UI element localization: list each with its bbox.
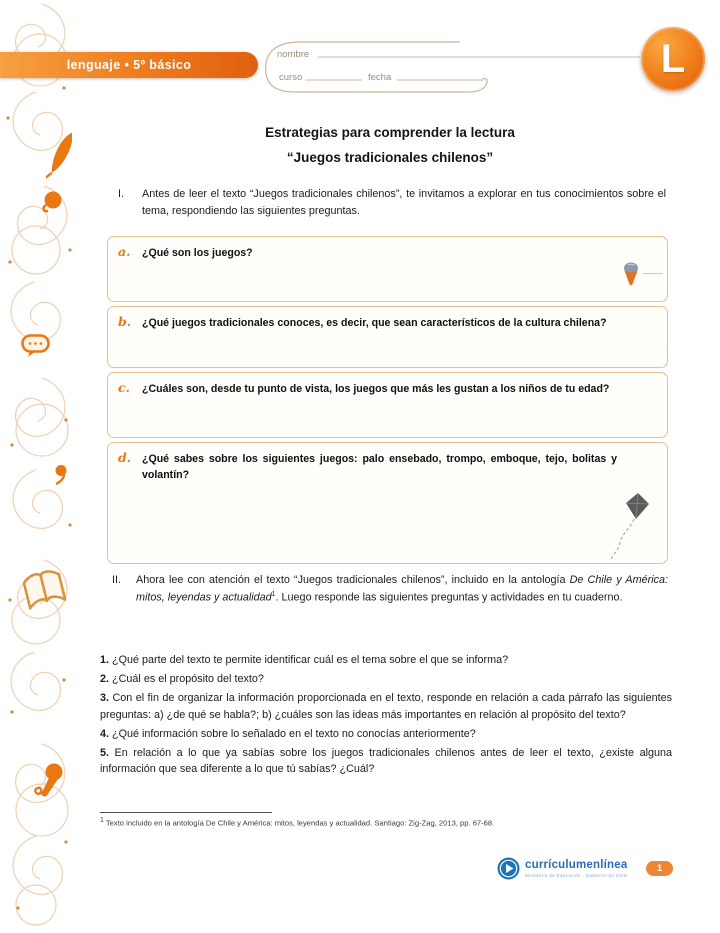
answer-box-d[interactable] bbox=[107, 442, 668, 564]
footnote-rule bbox=[100, 812, 272, 813]
language-logo-letter: L bbox=[660, 37, 686, 81]
footnote-reference: 1 bbox=[271, 591, 276, 599]
footnote bbox=[100, 812, 672, 829]
curriculum-tagline: Ministerio de Educación · Gobierno de Chile bbox=[525, 872, 628, 878]
page-title bbox=[100, 121, 680, 171]
curriculum-logo-text bbox=[525, 860, 628, 878]
question-3-text: Con el fin de organizar la información proporcionada en el texto, responde en relación a cada párrafo las siguientes preguntas: a) ¿de qué se habla?; b) ¿cuáles son las ideas más importantes en relación al propósito del texto? bbox=[100, 692, 672, 721]
feather-icon bbox=[46, 128, 72, 184]
speech-bubble-icon bbox=[20, 333, 52, 359]
subject-banner-label: lenguaje • 5º básico bbox=[66, 58, 192, 72]
trompo-dash bbox=[643, 273, 663, 274]
section-1 bbox=[118, 186, 666, 221]
footnote-marker: 1 bbox=[100, 817, 104, 824]
course-field-label: curso bbox=[279, 72, 303, 83]
page-number: 1 bbox=[656, 863, 663, 874]
numbered-question-4 bbox=[100, 726, 672, 742]
ink-drop-icon bbox=[40, 190, 64, 214]
trompo-icon bbox=[621, 261, 641, 289]
question-d-text: ¿Qué sabes sobre los siguientes juegos: palo ensebado, trompo, emboque, tejo, bolitas y volantín? bbox=[142, 453, 617, 481]
question-c-label: c. bbox=[118, 380, 130, 395]
numbered-question-list bbox=[100, 652, 672, 780]
question-5-number: 5. bbox=[100, 746, 110, 759]
question-boxes bbox=[107, 236, 668, 568]
microphone-icon bbox=[30, 760, 66, 804]
page-title-line2: “Juegos tradicionales chilenos” bbox=[286, 149, 494, 165]
question-d-label: d. bbox=[118, 450, 132, 465]
section-1-text: Antes de leer el texto “Juegos tradicionales chilenos”, te invitamos a explorar en tus conocimientos sobre el tema, respondiendo las siguientes preguntas. bbox=[142, 188, 666, 218]
question-c-text: ¿Cuáles son, desde tu punto de vista, los juegos que más les gustan a los niños de tu edad? bbox=[142, 383, 610, 395]
numbered-question-1 bbox=[100, 652, 672, 668]
answer-box-b[interactable] bbox=[107, 306, 668, 368]
numbered-question-2 bbox=[100, 671, 672, 687]
section-1-numeral: I. bbox=[118, 188, 124, 200]
curriculum-brand: currículumenlínea bbox=[525, 858, 628, 871]
question-1-text: ¿Qué parte del texto te permite identificar cuál es el tema sobre el que se informa? bbox=[112, 654, 509, 666]
numbered-question-3 bbox=[100, 690, 672, 722]
question-4-text: ¿Qué información sobre lo señalado en el texto no conocías anteriormente? bbox=[112, 727, 476, 740]
section-2-text-before: Ahora lee con atención el texto “Juegos tradicionales chilenos”, incluido en la antología bbox=[136, 574, 570, 586]
question-a-text: ¿Qué son los juegos? bbox=[142, 247, 253, 259]
question-2-text: ¿Cuál es el propósito del texto? bbox=[112, 673, 264, 686]
name-field-label: nombre bbox=[277, 49, 310, 60]
play-circle-icon bbox=[497, 857, 520, 880]
section-2 bbox=[112, 572, 668, 608]
answer-box-a[interactable] bbox=[107, 236, 668, 302]
book-icon bbox=[22, 564, 70, 622]
question-1-number: 1. bbox=[100, 654, 110, 666]
curriculum-logo bbox=[497, 857, 628, 880]
date-field-label: fecha bbox=[368, 72, 392, 83]
section-2-text bbox=[136, 572, 668, 608]
question-2-number: 2. bbox=[100, 673, 110, 686]
question-a-label: a. bbox=[118, 244, 131, 259]
footnote-text bbox=[100, 816, 672, 829]
numbered-question-5 bbox=[100, 745, 672, 777]
page-number-badge bbox=[646, 861, 673, 876]
kite-icon bbox=[607, 491, 653, 561]
question-b-label: b. bbox=[118, 314, 132, 329]
subject-banner bbox=[0, 52, 258, 78]
section-2-text-after: . Luego responde las siguientes preguntas y actividades en tu cuaderno. bbox=[275, 592, 623, 605]
language-logo bbox=[641, 27, 705, 91]
question-5-text: En relación a lo que ya sabías sobre los juegos tradicionales chilenos antes de leer el texto, ¿existe alguna información que sea diferente a lo que tú sabías? ¿Cuál? bbox=[100, 746, 672, 776]
footnote-citation: Texto incluido en la antología De Chile y América: mitos, leyendas y actualidad. Santiago: Zig-Zag, 2013, pp. 67-68. bbox=[103, 818, 495, 828]
question-4-number: 4. bbox=[100, 727, 110, 740]
question-3-number: 3. bbox=[100, 692, 110, 705]
anthology-title: De Chile y América: mitos, leyendas y actualidad bbox=[136, 574, 668, 605]
quote-comma-icon bbox=[53, 464, 69, 486]
section-2-numeral: II. bbox=[112, 574, 121, 586]
answer-box-c[interactable] bbox=[107, 372, 668, 438]
question-b-text: ¿Qué juegos tradicionales conoces, es decir, que sean característicos de la cultura chilena? bbox=[142, 317, 607, 329]
page-title-line1: Estrategias para comprender la lectura bbox=[265, 125, 515, 140]
